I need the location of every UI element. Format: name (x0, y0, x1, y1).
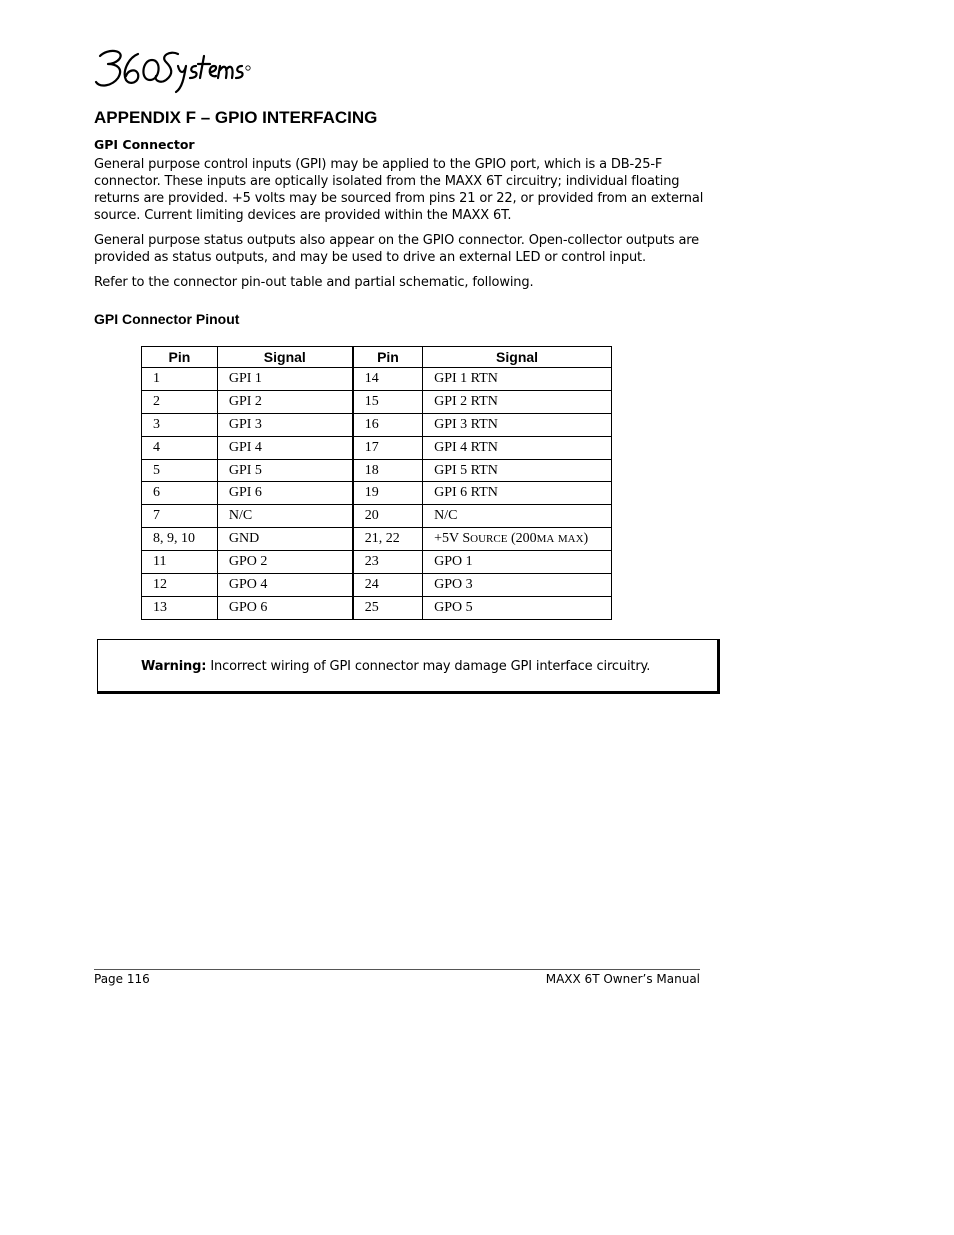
cell-text-part: MAX (557, 533, 584, 546)
table-cell: 15 (353, 390, 423, 413)
table-row (142, 413, 612, 436)
table-row (142, 482, 612, 505)
table-row (142, 459, 612, 482)
company-logo (94, 44, 254, 96)
table-cell: GPO 2 (217, 551, 352, 574)
table-cell: 2 (142, 390, 218, 413)
table-cell: 4 (142, 436, 218, 459)
table-row (142, 528, 612, 551)
table-cell: 7 (142, 505, 218, 528)
table-cell: GPI 2 (217, 390, 352, 413)
table-cell: GPI 5 (217, 459, 352, 482)
footer-rule (94, 969, 700, 970)
paragraph-line: source. Current limiting devices are provided within the MAXX 6T. (94, 208, 512, 223)
warning-text (141, 659, 650, 674)
column-header: Signal (217, 347, 352, 368)
table-row (142, 436, 612, 459)
manual-title: MAXX 6T Owner’s Manual (545, 972, 700, 986)
table-cell: GPO 4 (217, 574, 352, 597)
pinout-table (141, 346, 612, 620)
paragraph-line: General purpose control inputs (GPI) may be applied to the GPIO port, which is a DB-25-F (94, 157, 663, 172)
paragraph-line: General purpose status outputs also appear on the GPIO connector. Open-collector outputs are (94, 233, 700, 248)
table-cell: 13 (142, 596, 218, 619)
cell-text-part: ) (583, 531, 589, 547)
table-cell: GPI 1 (217, 368, 352, 391)
warning-label: Warning: (141, 659, 207, 674)
table-cell: GPI 5 RTN (423, 459, 612, 482)
cell-text-part: (200 (507, 531, 537, 547)
cell-text-part: MA (536, 533, 555, 546)
table-cell: GPI 6 RTN (423, 482, 612, 505)
warning-message: Incorrect wiring of GPI connector may damage GPI interface circuitry. (206, 659, 651, 674)
warning-box (97, 639, 720, 694)
table-cell: 23 (353, 551, 423, 574)
column-header: Signal (423, 347, 612, 368)
section-title-pinout: GPI Connector Pinout (94, 311, 240, 327)
table-cell: 16 (353, 413, 423, 436)
table-cell: GPI 3 (217, 413, 352, 436)
page-heading: APPENDIX F – GPIO INTERFACING (94, 108, 378, 127)
table-row (142, 505, 612, 528)
table-row (142, 390, 612, 413)
table-row (142, 368, 612, 391)
paragraph-line: Refer to the connector pin-out table and partial schematic, following. (94, 275, 534, 290)
table-cell: GPO 1 (423, 551, 612, 574)
table-cell: 1 (142, 368, 218, 391)
table-cell: 24 (353, 574, 423, 597)
table-cell: 6 (142, 482, 218, 505)
table-cell: 11 (142, 551, 218, 574)
table-row (142, 596, 612, 619)
table-cell: GPO 5 (423, 596, 612, 619)
table-cell: 12 (142, 574, 218, 597)
table-cell: GPI 3 RTN (423, 413, 612, 436)
table-cell: 5 (142, 459, 218, 482)
table-cell: N/C (423, 505, 612, 528)
table-cell: GPI 1 RTN (423, 368, 612, 391)
column-header: Pin (142, 347, 218, 368)
table-cell: 8, 9, 10 (142, 528, 218, 551)
table-header-row (142, 347, 612, 368)
table-cell: GPI 2 RTN (423, 390, 612, 413)
paragraph-line: connector. These inputs are optically isolated from the MAXX 6T circuitry; individual floating (94, 174, 680, 189)
cell-text-part: OURCE (470, 533, 508, 546)
table-cell: N/C (217, 505, 352, 528)
table-cell (423, 528, 612, 551)
paragraph-line: provided as status outputs, and may be used to drive an external LED or control input. (94, 250, 646, 265)
section-title-gpi-connector: GPI Connector (94, 137, 195, 152)
column-header: Pin (353, 347, 423, 368)
page-number: Page 116 (94, 972, 150, 986)
table-cell: GPI 4 (217, 436, 352, 459)
table-cell: 20 (353, 505, 423, 528)
paragraph-line: returns are provided. +5 volts may be sourced from pins 21 or 22, or provided from an external (94, 191, 704, 206)
paragraph-gpo-outputs (94, 232, 704, 266)
table-cell: 21, 22 (353, 528, 423, 551)
table-cell: GPI 4 RTN (423, 436, 612, 459)
cell-text-part: +5V S (434, 531, 471, 547)
table-cell: 14 (353, 368, 423, 391)
paragraph-gpi-inputs (94, 156, 704, 224)
table-cell: GPI 6 (217, 482, 352, 505)
table-cell: 19 (353, 482, 423, 505)
table-row (142, 574, 612, 597)
table-cell: 17 (353, 436, 423, 459)
table-cell: GND (217, 528, 352, 551)
table-cell: GPO 3 (423, 574, 612, 597)
table-cell: 18 (353, 459, 423, 482)
table-cell: GPO 6 (217, 596, 352, 619)
table-row (142, 551, 612, 574)
table-cell: 25 (353, 596, 423, 619)
table-cell: 3 (142, 413, 218, 436)
paragraph-refer (94, 274, 704, 291)
